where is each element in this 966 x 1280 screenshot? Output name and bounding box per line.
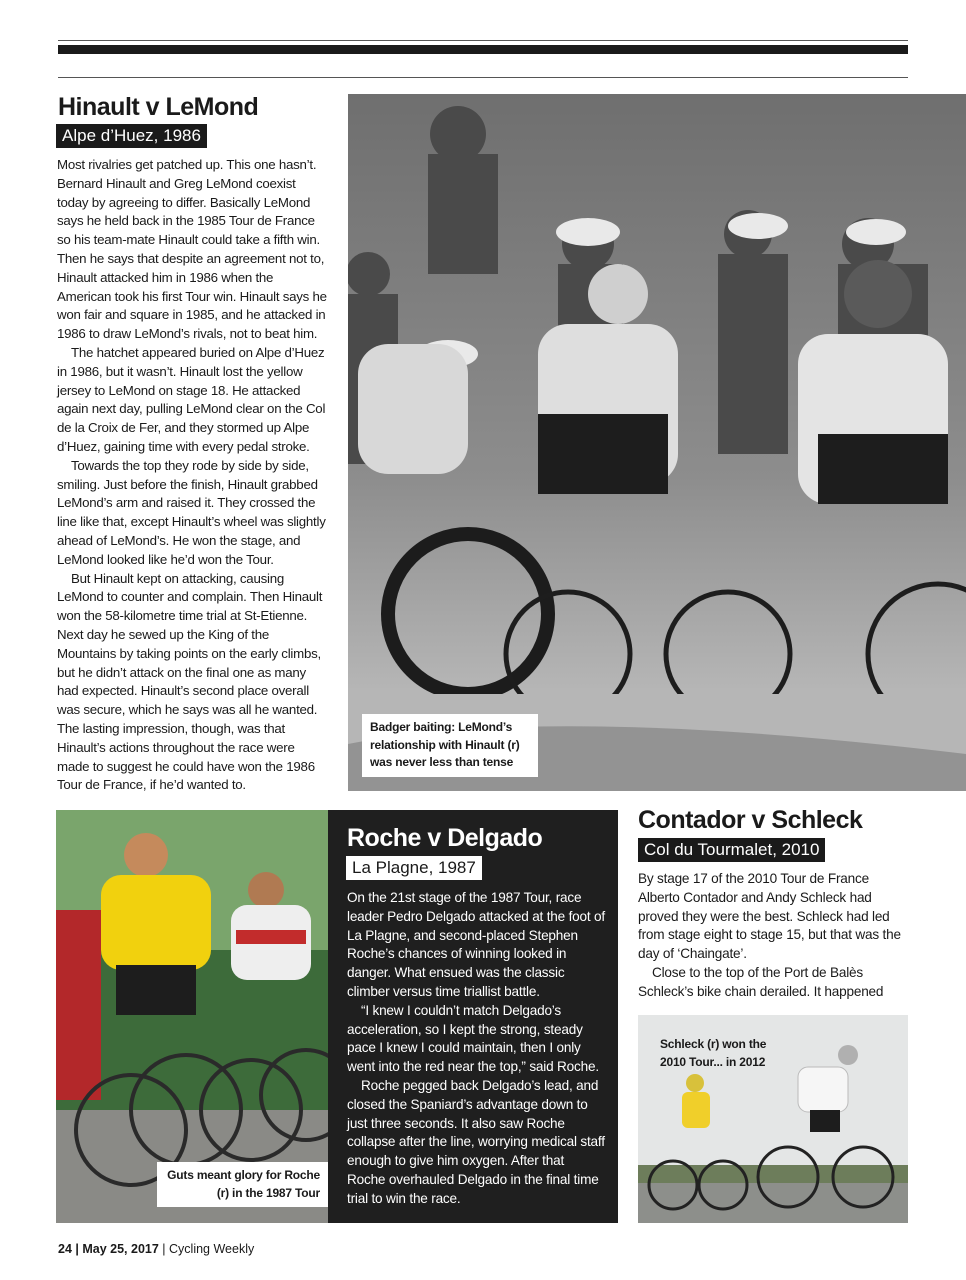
- body-contador-schleck: [638, 870, 910, 1002]
- paragraph: Towards the top they rode by side by side, smiling. Just before the finish, Hinault grabbed LeMond’s arm and raised it. They crossed the line like that, except Hinault’s wheel was slightly ahead of LeMond’s. He won the stage, and LeMond looked like he’d won the Tour.: [57, 457, 326, 567]
- paragraph: Roche pegged back Delgado’s lead, and closed the Spaniard’s advantage down to just three seconds. It also saw Roche collapse after the line, worrying medical staff enough to give him oxygen. After that Roche overhauled Delgado in the final time trial to win the race.: [347, 1077, 605, 1206]
- photo-lemond-hinault-image: [348, 94, 966, 791]
- page-footer: 24 | May 25, 2017 | Cycling Weekly: [58, 1242, 255, 1256]
- paragraph: The hatchet appeared buried on Alpe d’Huez in 1986, but it wasn’t. Hinault lost the yellow jersey to LeMond on stage 18. He attacked again next day, pulling LeMond clear on the Col de la Croix de Fer, and they stormed up Alpe d’Huez, gaining time with every pedal stroke.: [57, 344, 326, 454]
- paragraph: On the 21st stage of the 1987 Tour, race leader Pedro Delgado attacked at the foot of La Plagne, and second-placed Stephen Roche’s chances of winning looked in danger. What ensued was the classic climber versus time triallist battle.: [347, 890, 605, 999]
- caption-contador-schleck: Schleck (r) won the 2010 Tour... in 2012: [660, 1037, 767, 1069]
- paragraph: By stage 17 of the 2010 Tour de France Alberto Contador and Andy Schleck had proved they were the best. Schleck had led from stage eight to stage 15, but that was the day of ‘Chaingate’.: [638, 871, 901, 962]
- body-hinault-lemond: [57, 156, 327, 795]
- header-rule-top: [58, 40, 908, 41]
- issue-date: May 25, 2017: [82, 1242, 159, 1256]
- paragraph: Close to the top of the Port de Balès Schleck’s bike chain derailed. It happened: [638, 964, 884, 999]
- location-tag-alpe-dhuez: Alpe d’Huez, 1986: [56, 124, 207, 148]
- body-roche-delgado: [347, 889, 605, 1209]
- location-tag-col-du-tourmalet: Col du Tourmalet, 2010: [638, 838, 825, 862]
- photo-lemond-hinault-climb: [348, 94, 966, 791]
- paragraph: But Hinault kept on attacking, causing LeMond to counter and complain. Then Hinault won the 58-kilometre time trial at St-Etienne. Next day he sewed up the King of the Mountains by taking points on the early climbs, but he didn’t attack on the final one as many had expected. Hinault’s second place overall was secure, which he says was all he wanted. The lasting impression, though, was that Hinault’s actions throughout the race were made to suggest he could have won the 1986 Tour de France, if he’d wanted to.: [57, 570, 323, 793]
- paragraph: Most rivalries get patched up. This one hasn’t. Bernard Hinault and Greg LeMond coexist today by agreeing to differ. Basically LeMond says he held back in the 1985 Tour de France so his team-mate Hinault could take a fifth win. Then he says that despite an agreement not to, Hinault attacked him in 1986 when the American took his first Tour win. Hinault says he won fair and square in 1985, and he attacked in 1986 to draw LeMond’s rivals, not to beat him.: [57, 157, 327, 342]
- header-rule-thick: [58, 45, 908, 54]
- page-number: 24: [58, 1242, 72, 1256]
- paragraph: “I knew I couldn’t match Delgado’s acceleration, so I kept the strong, steady pace I knew I could maintain, then I only went into the red near the top,” said Roche.: [347, 1002, 599, 1075]
- location-tag-la-plagne: La Plagne, 1987: [346, 856, 482, 880]
- headline-contador-schleck: Contador v Schleck: [638, 806, 863, 834]
- header-rule-bottom: [58, 77, 908, 78]
- headline-hinault-lemond: Hinault v LeMond: [58, 93, 259, 121]
- caption-hinault-lemond: Badger baiting: LeMond’s relationship with Hinault (r) was never less than tense: [362, 714, 538, 777]
- publication-name: Cycling Weekly: [169, 1242, 255, 1256]
- headline-roche-delgado: Roche v Delgado: [347, 824, 543, 852]
- caption-roche-delgado: Guts meant glory for Roche (r) in the 1987 Tour: [157, 1162, 328, 1207]
